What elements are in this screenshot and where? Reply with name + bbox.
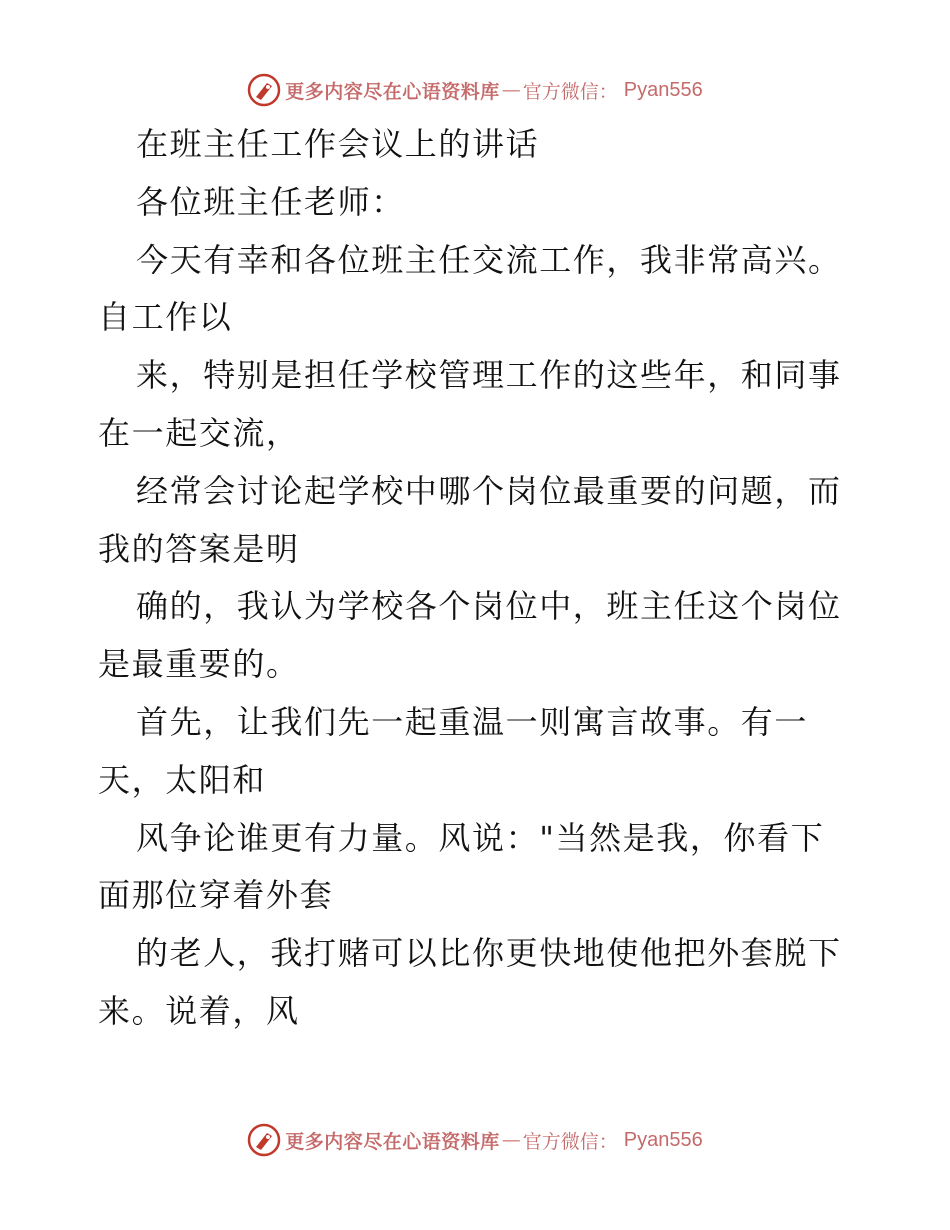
wechat-label: 官方微信： bbox=[522, 80, 618, 103]
paragraph-line: 的老人，我打赌可以比你更快地使他把外套脱下 bbox=[136, 934, 842, 973]
paragraph-line: 今天有幸和各位班主任交流工作，我非常高兴。 bbox=[136, 240, 842, 279]
wechat-id: Pyan556 bbox=[623, 78, 703, 101]
paragraph-line: 经常会讨论起学校中哪个岗位最重要的问题，而 bbox=[136, 471, 842, 510]
paragraph-line: 是最重要的。 bbox=[98, 645, 300, 684]
paragraph-line: 来。说着，风 bbox=[98, 991, 300, 1030]
paragraph-line: 风争论谁更有力量。风说："当然是我，你看下 bbox=[136, 818, 825, 857]
salutation: 各位班主任老师： bbox=[136, 182, 405, 221]
wechat-id: Pyan556 bbox=[623, 1128, 703, 1151]
paragraph-line: 面那位穿着外套 bbox=[98, 876, 334, 915]
banner-separator: — bbox=[501, 1129, 521, 1151]
banner-text: 更多内容尽在心语资料库 bbox=[285, 80, 500, 103]
paragraph-line: 确的，我认为学校各个岗位中，班主任这个岗位 bbox=[136, 587, 842, 626]
paragraph-line: 在一起交流， bbox=[98, 413, 300, 452]
banner-separator: — bbox=[501, 79, 521, 101]
paragraph-line: 首先，让我们先一起重温一则寓言故事。有一 bbox=[136, 702, 809, 741]
pen-nib-logo-icon bbox=[247, 1123, 281, 1157]
paragraph-line: 天，太阳和 bbox=[98, 760, 267, 799]
pen-nib-logo-icon bbox=[247, 73, 281, 107]
paragraph-line: 来，特别是担任学校管理工作的这些年，和同事 bbox=[136, 356, 842, 395]
paragraph-line: 我的答案是明 bbox=[98, 529, 300, 568]
wechat-label: 官方微信： bbox=[522, 1130, 618, 1153]
paragraph-line: 自工作以 bbox=[98, 298, 233, 337]
document-title: 在班主任工作会议上的讲话 bbox=[136, 125, 540, 163]
document-body bbox=[98, 116, 858, 1041]
footer-watermark-banner bbox=[0, 1120, 950, 1160]
header-watermark-banner bbox=[0, 70, 950, 110]
banner-text: 更多内容尽在心语资料库 bbox=[285, 1130, 500, 1153]
